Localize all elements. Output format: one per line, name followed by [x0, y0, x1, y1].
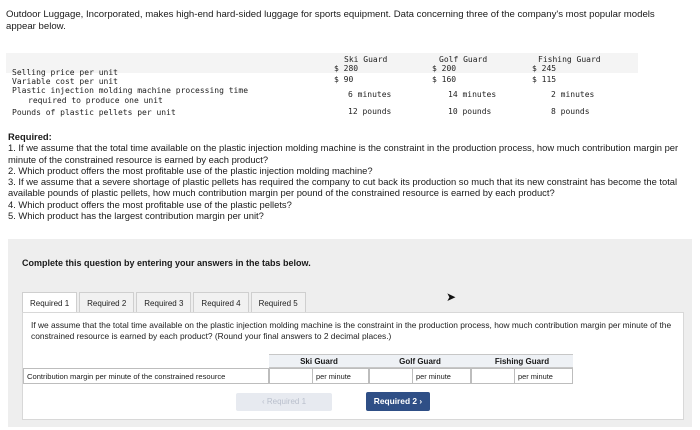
row-label-processing-time: Plastic injection molding machine processing time: [12, 86, 249, 95]
golf-variable-cost: $ 160: [432, 75, 457, 84]
answer-col-golf-guard: Golf Guard: [369, 354, 471, 368]
row-label-processing-time-cont: required to produce one unit: [28, 96, 163, 105]
col-header-golf-guard: Golf Guard: [439, 55, 488, 64]
row-label-plastic-pellets: Pounds of plastic pellets per unit: [12, 108, 176, 117]
golf-guard-unit-label: per minute: [413, 368, 471, 384]
mouse-cursor-icon: ➤: [446, 290, 457, 304]
ski-guard-cm-per-minute-input[interactable]: [269, 368, 313, 384]
ski-selling-price: $ 280: [334, 64, 359, 73]
col-header-fishing-guard: Fishing Guard: [538, 55, 601, 64]
required-tabs: [22, 292, 308, 314]
required-title: Required:: [8, 131, 52, 142]
required-item-5: 5. Which product has the largest contribution margin per unit?: [8, 210, 264, 222]
next-required-button[interactable]: [366, 392, 430, 411]
prev-required-button[interactable]: [236, 393, 332, 411]
ski-processing-time: 6 minutes: [348, 90, 392, 99]
ski-plastic-pellets: 12 pounds: [348, 107, 392, 116]
golf-guard-cm-per-minute-input[interactable]: [369, 368, 413, 384]
answer-row-label: Contribution margin per minute of the constrained resource: [23, 368, 269, 384]
product-data-table: [6, 48, 638, 128]
chevron-right-icon: ›: [417, 396, 423, 406]
tab-required-4[interactable]: Required 4: [193, 292, 248, 314]
golf-plastic-pellets: 10 pounds: [448, 107, 492, 116]
tab-required-3[interactable]: Required 3: [136, 292, 191, 314]
required-item-3: 3. If we assume that a severe shortage of plastic pellets has required the company to cut back its production so much that its new constraint has become the total available pounds of plastic pellets, how much contribution margin per pound of the constrained resource is earned by each product?: [8, 176, 678, 199]
problem-intro: Outdoor Luggage, Incorporated, makes high-end hard-sided luggage for sports equipment. Data concerning three of the company's most popular models appear below.: [6, 9, 655, 32]
fishing-guard-cm-per-minute-input[interactable]: [471, 368, 515, 384]
required-list: [8, 131, 688, 221]
question-text: If we assume that the total time available on the plastic injection molding machine is the constraint in the production process, how much contribution margin per minute of the constrained resource is earned by each product? (Round your final answers to 2 decimal places.): [31, 320, 672, 341]
prev-required-label: Required 1: [266, 397, 307, 406]
answer-col-ski-guard: Ski Guard: [269, 354, 369, 368]
row-label-variable-cost: Variable cost per unit: [12, 77, 118, 86]
tab-required-1[interactable]: Required 1: [22, 292, 77, 314]
tab-required-2[interactable]: Required 2: [79, 292, 134, 314]
ski-guard-unit-label: per minute: [313, 368, 369, 384]
tab-content-required-1: [22, 312, 684, 420]
answer-col-fishing-guard: Fishing Guard: [471, 354, 573, 368]
ski-variable-cost: $ 90: [334, 75, 354, 84]
col-header-ski-guard: Ski Guard: [344, 55, 388, 64]
row-label-selling-price: Selling price per unit: [12, 68, 118, 77]
next-required-label: Required 2: [373, 396, 418, 406]
required-item-4: 4. Which product offers the most profitable use of the plastic pellets?: [8, 198, 292, 210]
fishing-processing-time: 2 minutes: [551, 90, 595, 99]
chevron-left-icon: ‹: [261, 397, 267, 406]
required-item-2: 2. Which product offers the most profitable use of the plastic injection molding machine?: [8, 164, 373, 176]
golf-selling-price: $ 200: [432, 64, 457, 73]
fishing-guard-unit-label: per minute: [515, 368, 573, 384]
required-item-1: 1. If we assume that the total time available on the plastic injection molding machine is the constraint in the production process, how much contribution margin per minute of the constrained resource is earned by each product?: [8, 142, 679, 165]
fishing-plastic-pellets: 8 pounds: [551, 107, 590, 116]
tab-required-5[interactable]: Required 5: [251, 292, 306, 314]
golf-processing-time: 14 minutes: [448, 90, 497, 99]
fishing-variable-cost: $ 115: [532, 75, 557, 84]
fishing-selling-price: $ 245: [532, 64, 557, 73]
panel-instruction: Complete this question by entering your answers in the tabs below.: [22, 258, 311, 268]
